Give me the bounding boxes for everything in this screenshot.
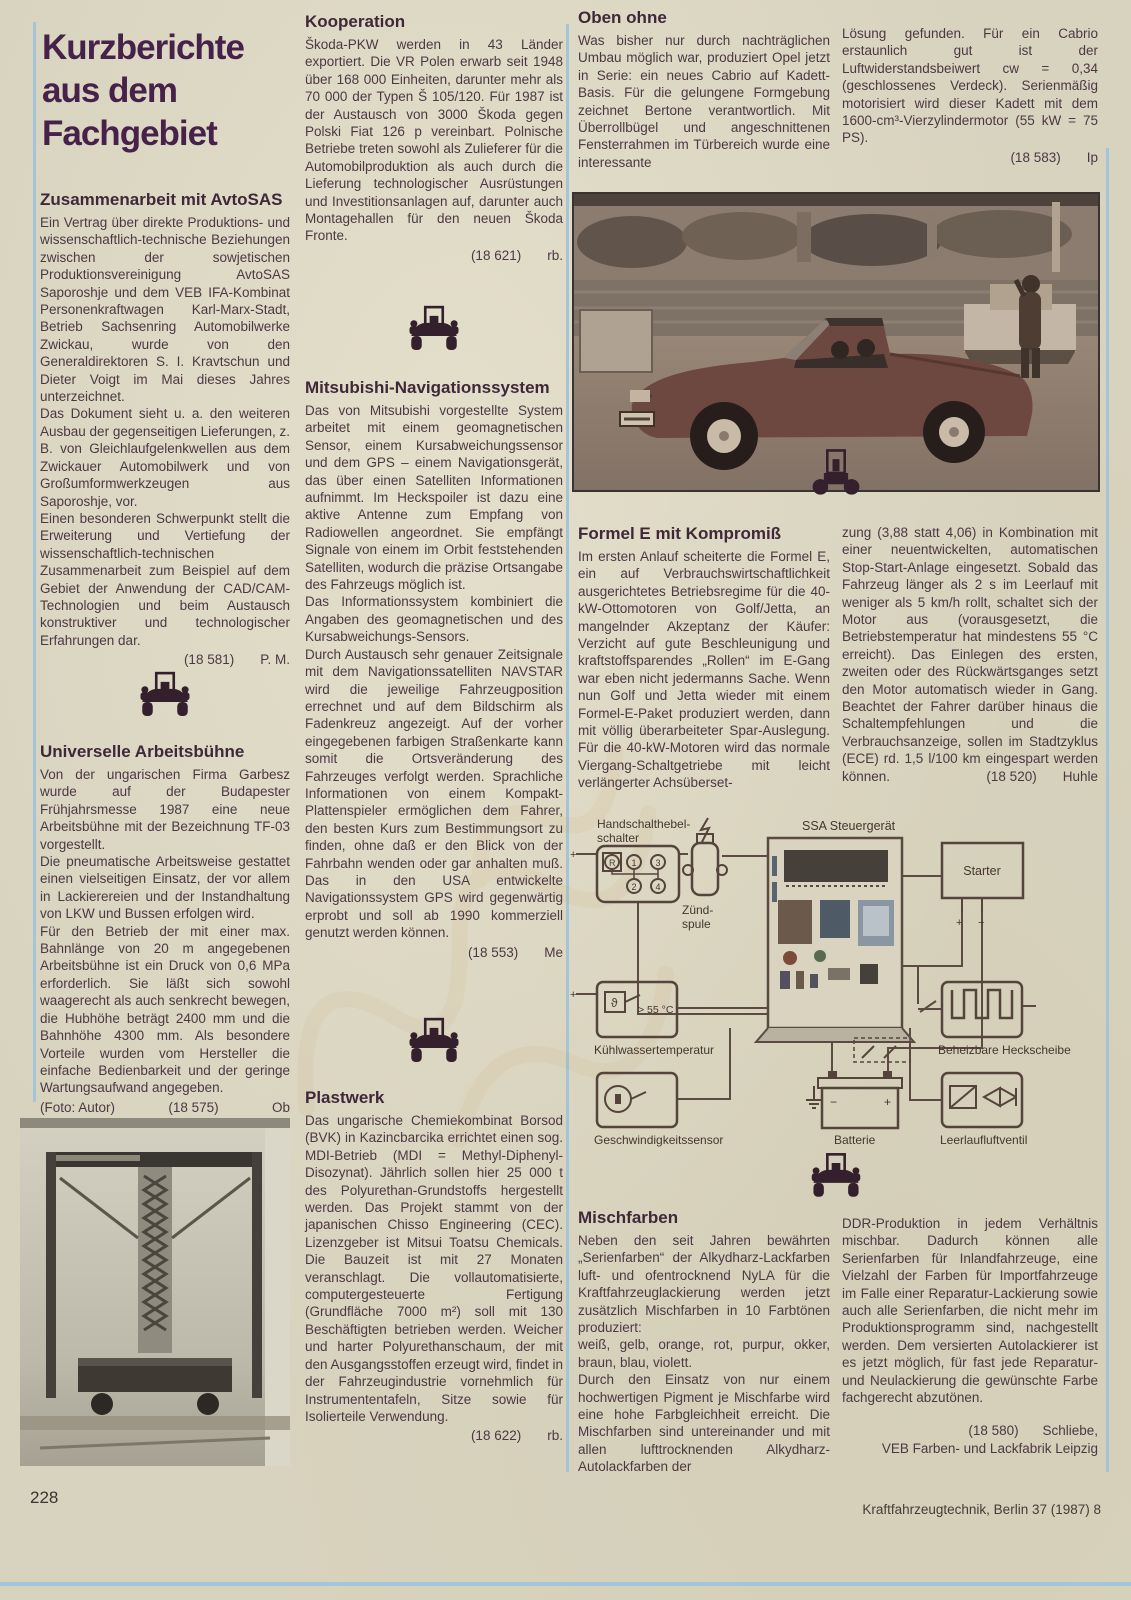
- author-affiliation: VEB Farben- und Lackfabrik Leipzig: [881, 1441, 1098, 1457]
- paragraph: weiß, gelb, orange, rot, purpur, okker, braun, blau, violett.: [578, 1337, 830, 1370]
- ref-number: (18 575): [168, 1099, 219, 1115]
- right-column-rule: [1106, 148, 1109, 1472]
- separator-icon-wrap: [40, 668, 290, 722]
- svg-text:Starter: Starter: [963, 864, 1001, 878]
- paragraph: Neben den seit Jahren bewährten „Serienfarben“ der Alkydharz-Lackfarben luft- und ofentrocknend NyLA für die Kraftfahrzeuglackierung werden jetzt zusätzlich Mischfarben in 10 Farbtönen produziert:: [578, 1233, 830, 1336]
- author-name: Schliebe,: [1042, 1423, 1098, 1439]
- svg-text:Beheizbare Heckscheibe: Beheizbare Heckscheibe: [938, 1043, 1071, 1057]
- svg-text:−: −: [978, 917, 985, 929]
- separator-icon-wrap: [305, 302, 563, 356]
- masthead-title-line1: Kurzberichte: [42, 28, 244, 67]
- vintage-car-icon: [808, 1150, 864, 1202]
- masthead-title-line2: aus dem Fachgebiet: [42, 71, 217, 153]
- paragraph: Einen besonderen Schwerpunkt stellt die Erweiterung und Vertiefung der wissenschaftlich-technischen Zusammenarbeit zum Beispiel auf dem Gebiet der Anwendung der CAD/CAM-Technologien und beim Austausch konstruktiver und technologischer Erfahrungen dar.: [40, 510, 290, 648]
- ref-number: (18 553): [467, 944, 519, 960]
- paragraph: Das Dokument sieht u. a. den weiteren Ausbau der gegenseitigen Lieferungen, z. B. von Gleichlaufgelenkwellen aus dem Zwickauer Automobilwerk und von Großumformwerkzeugen aus Saporoshje, vor.: [40, 406, 290, 509]
- svg-text:+: +: [570, 849, 577, 861]
- paragraph: Die pneumatische Arbeitsweise gestattet einen vielseitigen Einsatz, der vor allem in Lackierereien und der Instandhaltung von LKW und Bussen erfolgen wird.: [40, 854, 290, 922]
- speed-sensor-box: [594, 1073, 723, 1147]
- page-number: 228: [30, 1488, 59, 1507]
- ref-row: [305, 944, 563, 961]
- tractor-icon: [810, 446, 862, 500]
- svg-text:2: 2: [631, 882, 637, 892]
- ref-number: (18 622): [470, 1428, 522, 1444]
- svg-text:spule: spule: [682, 917, 711, 931]
- svg-text:R: R: [609, 858, 616, 868]
- section-heading: Plastwerk: [305, 1088, 385, 1107]
- svg-text:4: 4: [655, 882, 661, 892]
- svg-text:3: 3: [655, 858, 661, 868]
- ignition-coil: [682, 818, 727, 931]
- svg-text:1: 1: [631, 858, 637, 868]
- ref-number: (18 583): [1010, 149, 1061, 165]
- section-heading: Oben ohne: [578, 8, 667, 27]
- left-column-rule: [33, 22, 36, 1102]
- idle-air-valve-box: [940, 1073, 1027, 1147]
- svg-text:Handschalthebel-: Handschalthebel-: [597, 817, 691, 831]
- section-heading: Mischfarben: [578, 1208, 679, 1227]
- author-initials: Ob: [271, 1099, 290, 1115]
- article-formel-e-col3: [578, 524, 830, 792]
- article-avtosas: [40, 190, 290, 669]
- section-heading: Kooperation: [305, 12, 406, 31]
- author-initials: P. M.: [260, 652, 290, 668]
- ref-number: (18 621): [470, 247, 522, 263]
- article-mischfarben-col3: [578, 1208, 830, 1476]
- svg-text:ϑ: ϑ: [611, 996, 618, 1010]
- svg-text:Zünd-: Zünd-: [682, 903, 714, 917]
- section-heading: Formel E mit Kompromiß: [578, 524, 782, 543]
- svg-text:+: +: [956, 917, 963, 929]
- svg-text:Leerlaufluftventil: Leerlaufluftventil: [940, 1133, 1028, 1147]
- svg-text:Batterie: Batterie: [834, 1133, 876, 1147]
- svg-text:−: −: [830, 1095, 838, 1109]
- ref-row: [842, 149, 1098, 166]
- journal-footer: Kraftfahrzeugtechnik, Berlin 37 (1987) 8: [862, 1502, 1101, 1517]
- ref-row: [40, 651, 290, 668]
- svg-text:SSA Steuergerät: SSA Steuergerät: [802, 819, 896, 833]
- masthead-title: [42, 26, 292, 155]
- svg-text:+: +: [570, 989, 577, 1001]
- paragraph: DDR-Produktion in jedem Verhältnis mischbar. Dadurch können alle Serienfarben für Inlandfahrzeuge, eine Vielzahl der Farben für Importfahrzeuge im Falle einer Reparatur-Lackierung sowie auch alle Serienfarben, die nicht mehr im Produktionsprogramm sind, nachgestellt werden. Dem versierten Autolackierer ist es jetzt möglich, für fast jede Reparatur- und Neulackierung die gewünschte Farbe fachgerecht abzutönen.: [842, 1216, 1098, 1406]
- mid-column-rule: [566, 24, 569, 1472]
- paragraph: Škoda-PKW werden in 43 Länder exportiert. Die VR Polen erwarb seit 1948 über 168 000 Einheiten, darunter mehr als 70 000 der Typen Š 105/120. Für 1987 ist der Austausch von 3000 Škoda gegen Polski Fiat 126 p vereinbart. Polnische Betriebe treten sowohl als Zulieferer für die Automobilproduktion als auch durch die Lieferung technologischer Ausrüstungen und Investitionsanlagen auf, darunter auch Montagehallen für den neuen Škoda Fronte.: [305, 37, 563, 244]
- ref-row: [842, 1422, 1098, 1440]
- separator-icon-wrap: [305, 1014, 563, 1068]
- article-kooperation: [305, 12, 563, 264]
- platform-photo: [20, 1118, 290, 1466]
- article-arbeitsbuehne: [40, 742, 290, 1116]
- svg-text:Geschwindigkeitssensor: Geschwindigkeitssensor: [594, 1133, 724, 1147]
- ssa-control-unit: [756, 819, 914, 1042]
- svg-text:+: +: [884, 1095, 892, 1109]
- svg-text:schalter: schalter: [597, 831, 640, 845]
- ref-number: (18 580): [968, 1423, 1019, 1439]
- article-mischfarben-col4: [842, 1215, 1098, 1458]
- paragraph: Für den Betrieb der mit einer max. Bahnlänge von 20 m angegebenen Arbeitsbühne ist ein Druck von 0,6 MPa erforderlich. Sie läßt sich sowohl waagerecht als auch senkrecht bewegen, die Hubhöhe beträgt 2400 mm und die Bahnhöhe 4300 mm. Als besondere Vorteile wurden vom Hersteller die einfache Bedienbarkeit und der geringe Wartungsaufwand angegeben.: [40, 923, 290, 1096]
- author-initials: rb.: [547, 247, 563, 263]
- ref-row: [305, 1427, 563, 1444]
- paragraph: Von der ungarischen Firma Garbesz wurde auf der Budapester Frühjahrsmesse 1987 eine neue Arbeitsbühne mit der Bezeichnung TF-03 vorgestellt.: [40, 767, 290, 852]
- section-heading: Mitsubishi-Navigationssystem: [305, 378, 550, 397]
- paragraph: Durch den Einsatz von nur einem hochwertigen Pigment je Mischfarbe wird eine hohe Farbgleichheit erreicht. Die Mischfarben sind untereinander und mit allen lufttrocknenden Alkydharz-Autolackfarben der: [578, 1372, 830, 1475]
- stop-start-system-diagram: [570, 816, 1115, 1153]
- article-mitsubishi: [305, 378, 563, 961]
- author-initials: Me: [544, 944, 563, 960]
- author-initials: Ip: [1086, 149, 1098, 165]
- photo-credit: (Foto: Autor): [40, 1099, 116, 1115]
- paragraph: Das Informationssystem kombiniert die Angaben des geomagnetischen und des Kursabweichungs-Sensors.: [305, 594, 563, 645]
- article-obenohne-col3: [578, 8, 830, 171]
- paragraph: Was bisher nur durch nachträglichen Umbau möglich war, produziert Opel jetzt in Serie: ein neues Cabrio auf Kadett-Basis. Für die gelungene Formgebung zeichnet Bertone verantwortlich. Mit Überrollbügel und angeschnittenen Fensterrahmen im Türbereich wurde eine interessante: [578, 33, 830, 170]
- heated-rear-window-box: [938, 982, 1071, 1057]
- ref-row: [40, 1099, 290, 1116]
- article-plastwerk: [305, 1088, 563, 1445]
- paragraph: Das ungarische Chemiekombinat Borsod (BVK) in Kazincbarcika errichtet einen sog. MDI-Betrieb (MDI = Methyl-Diphenyl-Disozynat). Jährlich sollen hier 25 000 t des Polyurethan-Grundstoffs hergestellt werden. Das Projekt stammt von der japanischen Chisso Engineering (CEC). Lizenzgeber ist Mitsui Toatsu Chemicals. Die Bauzeit ist mit 27 Monaten veranschlagt. Die vollautomatisierte, computergesteuerte Fertigung (Grundfläche 7000 m²) soll mit 130 Beschäftigten betrieben werden. Weicher und harter Polyurethanschaum, der mit den Ausgangsstoffen erzeugt wird, findet in der Fahrzeugindustrie vornehmlich für Instrumententafeln, Sitze sowie für Isolierteile Verwendung.: [305, 1113, 563, 1424]
- battery: [806, 1038, 910, 1147]
- bottom-rule: [0, 1582, 1131, 1586]
- starter-box: [942, 843, 1023, 929]
- paragraph: Im ersten Anlauf scheiterte die Formel E, ein auf Verbrauchswirtschaftlichkeit ausgerichtetes Betriebsregime für die 40-kW-Ottomotoren von Golf/Jetta, an mangelnder Akzeptanz der Käufer: Verzicht auf gute Beschleunigung und kraftstoffsparendes „Rollen“ im E-Gang war eben nicht jedermanns Sache. Wenn nun Golf und Jetta wieder mit einem Formel-E-Paket produziert werden, dann mit völlig überarbeiteter Spar-Auslegung. Für die 40-kW-Motoren wird das normale Viergang-Schaltgetriebe mit leicht verlängerter Achsüberset-: [578, 549, 830, 791]
- svg-text:Kühlwassertemperatur: Kühlwassertemperatur: [594, 1043, 715, 1057]
- vintage-car-icon: [406, 1014, 462, 1068]
- section-heading: Universelle Arbeitsbühne: [40, 742, 245, 761]
- shift-lever-switch: [570, 817, 690, 902]
- paragraph: zung (3,88 statt 4,06) in Kombination mit einer neuentwickelten, automatischen Stop-Start-Anlage eingesetzt. Sobald das Fahrzeug länger als 2 s im Leerlauf mit weniger als 5 km/h rollt, schaltet sich der Motor aus (vorausgesetzt, die Betriebstemperatur hat mindestens 55 °C erreicht). Das Einlegen des ersten, zweiten oder des Rückwärtsganges setzt den Motor automatisch wieder in Gang. Beachtet der Fahrer darüber hinaus die Schaltempfehlungen und die Verbrauchsanzeige, sollen im Stadtzyklus (ECE) rd. 1,5 l/100 km eingespart werden können.: [842, 525, 1098, 784]
- ref-row: [305, 247, 563, 264]
- section-heading: Zusammenarbeit mit AvtoSAS: [40, 190, 283, 209]
- ref-number: (18 581): [183, 652, 235, 668]
- article-obenohne-col4: [842, 25, 1098, 166]
- author-initials: rb.: [547, 1428, 563, 1444]
- vintage-car-icon: [137, 668, 193, 722]
- vintage-car-icon: [406, 302, 462, 356]
- ref-number: (18 520): [986, 768, 1037, 784]
- paragraph: Ein Vertrag über direkte Produktions- und wissenschaftlich-technische Beziehungen zwischen der sowjetischen Produktionsvereinigung AvtoSAS Saporoshje und dem VEB IFA-Kombinat Personenkraftwagen Karl-Marx-Stadt, Betrieb Sachsenring Automobilwerke Zwickau, wurde von den Generaldirektoren S. I. Kravtschun und Dieter Voigt im Mai dieses Jahres unterzeichnet.: [40, 215, 290, 405]
- svg-text:> 55 °C: > 55 °C: [638, 1004, 674, 1016]
- paragraph: Lösung gefunden. Für ein Cabrio erstaunlich gut ist der Luftwiderstandsbeiwert cw = 0,34 (geschlossenes Verdeck). Serienmäßig motorisiert wird dieser Kadett mit dem 1600-cm³-Vierzylindermotor (55 kW = 75 PS).: [842, 26, 1098, 146]
- paragraph: Durch Austausch sehr genauer Zeitsignale mit dem Navigationssatelliten NAVSTAR wird die jeweilige Fahrzeugposition errechnet und auf dem Bildschirm als Fadenkreuz angezeigt. Auf der vorher eingegebenen farbigen Straßenkarte kann somit die Ortsveränderung des Fahrzeuges verfolgt werden. Sprachliche Informationen von einem Kompakt-Plattenspieler ermöglichen dem Fahrer, den besten Kurs zum Bestimmungsort zu finden, ohne daß er den Blick von der Fahrbahn wenden oder gar anhalten muß. Das in den USA entwickelte Navigationssystem GPS wird gegenwärtig erprobt und soll ab 1990 kommerziell genutzt werden können.: [305, 646, 563, 941]
- separator-icon-wrap: [572, 1150, 1100, 1202]
- separator-icon-wrap: [572, 446, 1100, 500]
- paragraph: Das von Mitsubishi vorgestellte System arbeitet mit einem geomagnetischen Sensor, einem Kursabweichungssensor und dem GPS – einem Navigationsgerät, das über einen Satelliten Informationen aufnimmt. Im Heckspoiler ist dazu eine aktive Antenne zum Empfang von Radiowellen angeordnet. Sie empfängt Signale von einem im Orbit feststehenden Satelliten, wodurch die präzise Ortsangabe des Fahrzeugs möglich ist.: [305, 403, 563, 593]
- author-initials: Huhle: [1062, 768, 1098, 784]
- signature-block: [842, 1422, 1098, 1458]
- article-formel-e-col4: [842, 524, 1098, 785]
